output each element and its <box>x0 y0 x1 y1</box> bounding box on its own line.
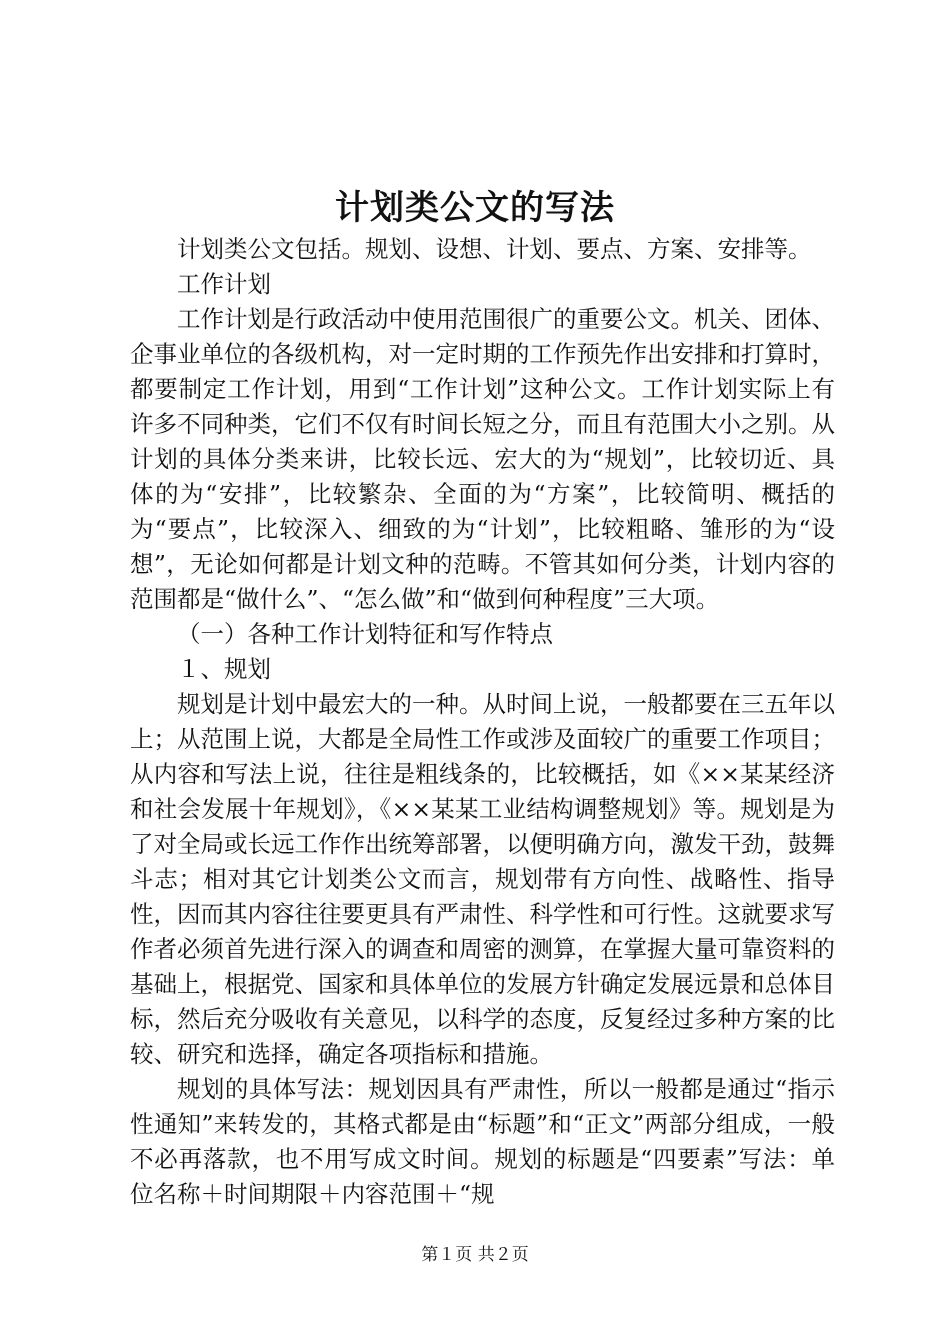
document-body <box>130 232 835 1212</box>
paragraph-planning: 规划是计划中最宏大的一种。从时间上说，一般都要在三五年以上；从范围上说，大都是全局性工作或涉及面较广的重要工作项目；从内容和写法上说，往往是粗线条的，比较概括，如《××某某经济和社会发展十年规划》，《××某某工业结构调整规划》等。规划是为了对全局或长远工作作出统筹部署，以便明确方向，激发干劲，鼓舞斗志；相对其它计划类公文而言，规划带有方向性、战略性、指导性，因而其内容往往要更具有严肃性、科学性和可行性。这就要求写作者必须首先进行深入的调查和周密的测算，在掌握大量可靠资料的基础上，根据党、国家和具体单位的发展方针确定发展远景和总体目标，然后充分吸收有关意见，以科学的态度，反复经过多种方案的比较、研究和选择，确定各项指标和措施。 <box>130 690 835 1068</box>
paragraph-intro: 计划类公文包括。规划、设想、计划、要点、方案、安排等。 <box>177 235 812 263</box>
section-heading-features: （一）各种工作计划特征和写作特点 <box>177 620 553 648</box>
section-heading-planning: １、规划 <box>177 655 271 683</box>
document-title: 计划类公文的写法 <box>335 188 615 228</box>
paragraph-work-plan: 工作计划是行政活动中使用范围很广的重要公文。机关、团体、企事业单位的各级机构，对一定时期的工作预先作出安排和打算时，都要制定工作计划，用到“工作计划”这种公文。工作计划实际上有许多不同种类，它们不仅有时间长短之分，而且有范围大小之别。从计划的具体分类来讲，比较长远、宏大的为“规划”，比较切近、具体的为“安排”，比较繁杂、全面的为“方案”，比较简明、概括的为“要点”，比较深入、细致的为“计划”，比较粗略、雏形的为“设想”，无论如何都是计划文种的范畴。不管其如何分类，计划内容的范围都是“做什么”、“怎么做”和“做到何种程度”三大项。 <box>130 305 835 613</box>
section-heading-work-plan: 工作计划 <box>177 270 271 298</box>
paragraph-planning-format: 规划的具体写法：规划因具有严肃性，所以一般都是通过“指示性通知”来转发的，其格式都是由“标题”和“正文”两部分组成，一般不必再落款，也不用写成文时间。规划的标题是“四要素”写法：单位名称＋时间期限＋内容范围＋“规 <box>130 1075 835 1208</box>
page-number-footer: 第１页 共２页 <box>421 1245 529 1265</box>
